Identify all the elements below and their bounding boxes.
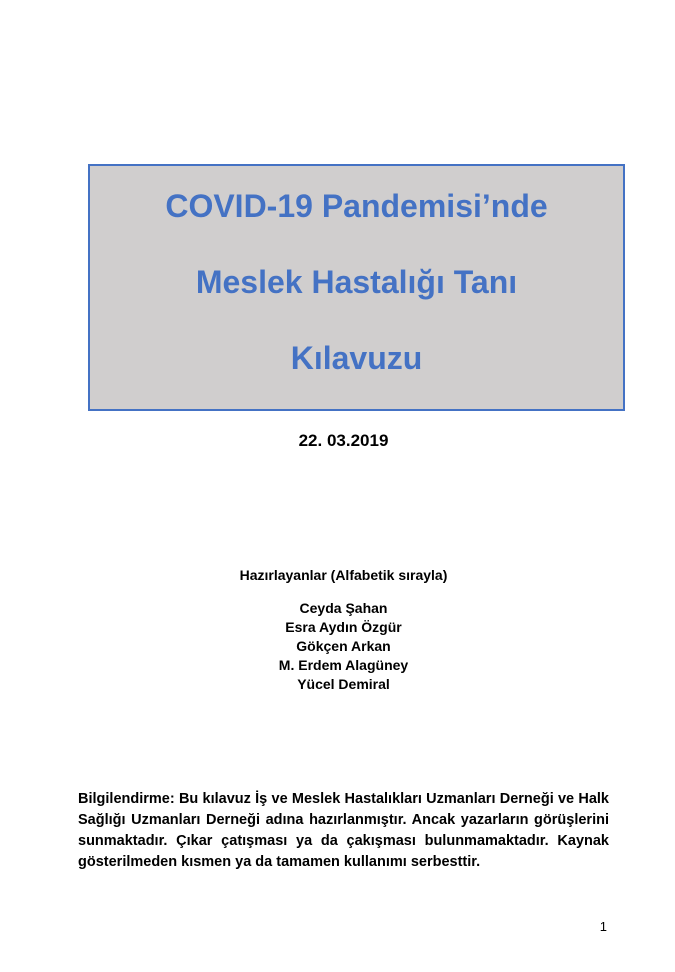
authors-heading: Hazırlayanlar (Alfabetik sırayla) [239, 567, 448, 583]
authors-list [78, 599, 609, 694]
author-name: Yücel Demiral [297, 676, 390, 692]
document-date: 22. 03.2019 [298, 431, 389, 450]
title-box [88, 164, 625, 411]
title-line-2: Meslek Hastalığı Tanı [195, 264, 518, 300]
author-name: Esra Aydın Özgür [285, 619, 402, 635]
disclaimer-text: Bilgilendirme: Bu kılavuz İş ve Meslek Hastalıkları Uzmanları Derneği ve Halk Sağlığı Uzmanları Derneği adına hazırlanmıştır. Ancak yazarların görüşlerini sunmaktadır. Çıkar çatışması ya da çakışması bulunmamaktadır. Kaynak gösterilmeden kısmen ya da tamamen kullanımı serbesttir. [78, 791, 609, 870]
title-line-3: Kılavuzu [290, 340, 423, 376]
page-number: 1 [599, 919, 607, 934]
author-name: Ceyda Şahan [299, 600, 388, 616]
author-name: M. Erdem Alagüney [278, 657, 409, 673]
author-name: Gökçen Arkan [296, 638, 391, 654]
title-line-1: COVID-19 Pandemisi’nde [165, 188, 548, 224]
